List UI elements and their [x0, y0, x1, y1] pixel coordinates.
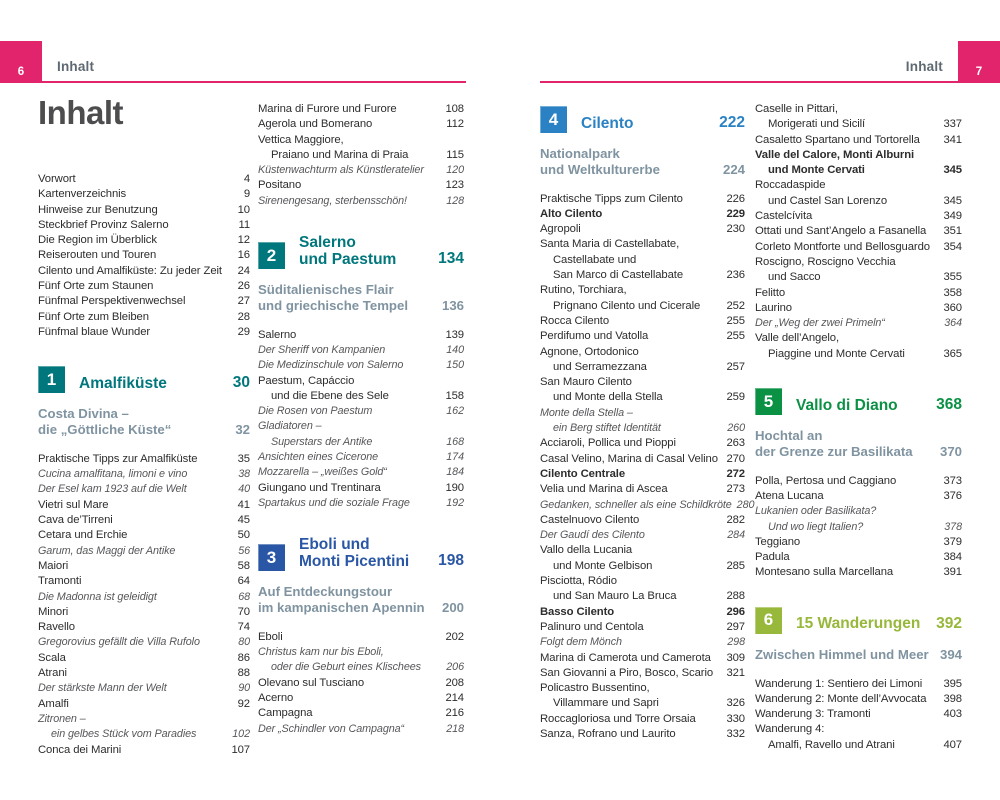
toc-entry: Wanderung 4: Amalfi, Ravello und Atrani 407	[755, 723, 962, 751]
toc-entry: Olevano sul Tusciano 208	[258, 676, 464, 689]
toc-entry: Die Rosen von Paestum 162	[258, 405, 464, 418]
toc-entry: Wanderung 2: Monte dell’Avvocata 398	[755, 692, 962, 705]
toc-entry: Perdifumo und Vatolla 255	[540, 330, 745, 343]
toc-entry: Caselle in Pittari, Morigerati und Sicilí 337	[755, 103, 962, 131]
chapter-4-number-box: 4	[540, 106, 567, 133]
chapter-6-heading	[755, 607, 962, 634]
toc-column-right-2	[755, 102, 962, 753]
chapter-title: Amalfiküste	[79, 374, 167, 392]
toc-entry: Palinuro und Centola 297	[540, 620, 745, 633]
toc-entry: Marina di Camerota und Camerota 309	[540, 651, 745, 664]
toc-entry: Atena Lucana 376	[755, 489, 962, 502]
toc-entry: Roscigno, Roscigno Vecchia und Sacco 355	[755, 255, 962, 284]
toc-entry: Tramonti 64	[38, 575, 250, 588]
toc-entry: Mozzarella – „weißes Gold“ 184	[258, 466, 464, 479]
toc-entry: Der „Weg der zwei Primeln“ 364	[755, 317, 962, 330]
toc-entry: Vorwort 4	[38, 173, 250, 185]
toc-entry: Teggiano 379	[755, 535, 962, 548]
toc-entry: Maiori 58	[38, 559, 250, 572]
chapter-title: Vallo di Diano	[796, 396, 898, 414]
chapter-page-number: 368	[936, 396, 962, 414]
page-right	[500, 0, 1000, 800]
toc-entry: San Mauro Cilento und Monte della Stella 259	[540, 376, 745, 404]
toc-entry: Gladiatoren – Superstars der Antike 168	[258, 420, 464, 448]
toc-entry: Felitto 358	[755, 286, 962, 299]
section-subtitle: Hochtal an der Grenze zur Basilikata 370	[755, 428, 962, 459]
toc-entry: Vallo della Lucania und Monte Gelbison 285	[540, 544, 745, 572]
toc-column-left-1	[38, 172, 250, 758]
toc-entry: Minori 70	[38, 605, 250, 618]
toc-entry: Die Madonna ist geleidigt 68	[38, 590, 250, 603]
section-subtitle: Süditalienisches Flair und griechische Tempel 136	[258, 282, 464, 313]
toc-entry: Ottati und Sant’Angelo a Fasanella 351	[755, 225, 962, 238]
chapter-3-number-box: 3	[258, 544, 285, 571]
chapter-5-heading	[755, 388, 962, 415]
chapter-title: Cilento	[581, 114, 634, 132]
toc-entry: San Giovanni a Piro, Bosco, Scario 321	[540, 666, 745, 679]
toc-entry: Praktische Tipps zur Amalfiküste 35	[38, 452, 250, 465]
toc-entry-list	[755, 677, 962, 753]
toc-entry: Valle dell’Angelo, Piaggine und Monte Cervati 365	[755, 332, 962, 360]
toc-entry: Acciaroli, Pollica und Pioppi 263	[540, 437, 745, 450]
toc-entry: Pisciotta, Ródio und San Mauro La Bruca 288	[540, 575, 745, 603]
chapter-page-number: 134	[438, 250, 464, 268]
toc-entry: Agropoli 230	[540, 223, 745, 236]
toc-entry: Atrani 88	[38, 667, 250, 680]
toc-entry: Polla, Pertosa und Caggiano 373	[755, 474, 962, 487]
section-subtitle: Zwischen Himmel und Meer 394	[755, 646, 962, 662]
toc-entry: Salerno 139	[258, 328, 464, 341]
chapter-1-number-box: 1	[38, 366, 65, 393]
toc-entry: Kartenverzeichnis 9	[38, 188, 250, 201]
toc-entry: Gregorovius gefällt die Villa Rufolo 80	[38, 636, 250, 649]
chapter-5-number-box: 5	[755, 388, 782, 415]
toc-entry: Casaletto Spartano und Tortorella 341	[755, 133, 962, 146]
toc-entry: Fünf Orte zum Bleiben 28	[38, 310, 250, 323]
toc-entry: Eboli 202	[258, 630, 464, 643]
toc-entry: Die Medizinschule von Salerno 150	[258, 359, 464, 372]
chapter-4-heading	[540, 106, 745, 133]
chapter-page-number: 198	[438, 552, 464, 570]
toc-entry: Fünfmal Perspektivenwechsel 27	[38, 295, 250, 308]
toc-entry: Wanderung 1: Sentiero dei Limoni 395	[755, 677, 962, 690]
toc-entry: Cava de’Tirreni 45	[38, 514, 250, 527]
toc-entry: Sanza, Rofrano und Laurito 332	[540, 727, 745, 740]
toc-entry: Laurino 360	[755, 301, 962, 314]
toc-entry: Casal Velino, Marina di Casal Velino 270	[540, 452, 745, 465]
toc-entry-list	[258, 630, 464, 737]
toc-entry: Hinweise zur Benutzung 10	[38, 203, 250, 216]
toc-entry: Der Sheriff von Kampanien 140	[258, 343, 464, 356]
chapter-page-number: 222	[719, 114, 745, 131]
toc-entry: Amalfi 92	[38, 697, 250, 710]
page-tab-right: 7	[958, 41, 1000, 83]
toc-entry: Der stärkste Mann der Welt 90	[38, 682, 250, 695]
chapter-3-heading	[258, 537, 464, 571]
toc-entry: Rutino, Torchiara, Prignano Cilento und Cicerale 252	[540, 284, 745, 312]
running-header-right: Inhalt	[905, 59, 943, 74]
chapter-2-heading	[258, 235, 464, 269]
toc-entry: Vettica Maggiore, Praiano und Marina di Praia 115	[258, 133, 464, 161]
toc-entry: Vietri sul Mare 41	[38, 498, 250, 511]
toc-entry: Fünf Orte zum Staunen 26	[38, 280, 250, 293]
toc-entry: Küstenwachturm als Künstleratelier 120	[258, 164, 464, 177]
toc-entry: Rocca Cilento 255	[540, 314, 745, 327]
toc-entry: Ansichten eines Cicerone 174	[258, 451, 464, 464]
toc-entry: Castelcívita 349	[755, 210, 962, 223]
toc-entry: Positano 123	[258, 179, 464, 192]
toc-entry: Velia und Marina di Ascea 273	[540, 483, 745, 496]
toc-entry: Sirenengesang, sterbensschön! 128	[258, 194, 464, 207]
toc-entry: Christus kam nur bis Eboli, oder die Geburt eines Klischees 206	[258, 646, 464, 674]
toc-entry: Conca dei Marini 107	[38, 743, 250, 756]
section-subtitle: Auf Entdeckungstour im kampanischen Apennin 200	[258, 584, 464, 616]
chapter-1-heading	[38, 366, 250, 393]
running-header-left: Inhalt	[57, 59, 95, 74]
toc-entry: Giungano und Trentinara 190	[258, 481, 464, 494]
toc-entry: Praktische Tipps zum Cilento 226	[540, 192, 745, 205]
toc-entry-list	[38, 172, 250, 340]
toc-entry: Lukanien oder Basilikata? Und wo liegt Italien? 378	[755, 505, 962, 533]
chapter-page-number: 30	[232, 374, 250, 392]
toc-entry: Gedanken, schneller als eine Schildkröte 280	[540, 498, 755, 511]
toc-entry: Wanderung 3: Tramonti 403	[755, 708, 962, 721]
chapter-title: 15 Wanderungen	[796, 615, 921, 633]
page-tab-left: 6	[0, 41, 42, 83]
toc-entry: Der „Schindler von Campagna“ 218	[258, 722, 464, 735]
chapter-2-number-box: 2	[258, 242, 285, 269]
toc-entry: Acerno 214	[258, 692, 464, 705]
chapter-page-number: 392	[936, 614, 962, 632]
chapter-title: Eboli und Monti Picentini	[299, 536, 410, 570]
section-subtitle: Costa Divina – die „Göttliche Küste“ 32	[38, 406, 250, 438]
toc-entry: Campagna 216	[258, 707, 464, 720]
toc-entry-list	[258, 328, 464, 512]
toc-entry-list	[38, 452, 250, 758]
toc-entry: Monte della Stella – ein Berg stiftet Identität 260	[540, 406, 745, 435]
toc-entry-list	[258, 102, 464, 209]
toc-entry: Steckbrief Provinz Salerno 11	[38, 218, 250, 231]
toc-entry: Padula 384	[755, 551, 962, 564]
toc-entry: Fünfmal blaue Wunder 29	[38, 325, 250, 338]
toc-entry: Ravello 74	[38, 621, 250, 634]
toc-entry: Folgt dem Mönch 298	[540, 636, 745, 649]
header-rule-left	[0, 81, 466, 84]
toc-entry: Alto Cilento 229	[540, 207, 745, 220]
chapter-title: Salerno und Paestum	[299, 234, 397, 268]
toc-entry: Der Gaudí des Cilento 284	[540, 529, 745, 542]
chapter-6-number-box: 6	[755, 607, 782, 634]
toc-entry: Basso Cilento 296	[540, 605, 745, 618]
toc-entry: Marina di Furore und Furore 108	[258, 103, 464, 115]
toc-entry: Santa Maria di Castellabate, Castellabate und San Marco di Castellabate 236	[540, 238, 745, 282]
header-rule-right	[540, 81, 1000, 84]
toc-entry: Policastro Bussentino, Villammare und Sapri 326	[540, 682, 745, 710]
toc-entry: Reiserouten und Touren 16	[38, 249, 250, 262]
toc-entry: Paestum, Capáccio und die Ebene des Sele 158	[258, 374, 464, 402]
toc-entry: Garum, das Maggi der Antike 56	[38, 544, 250, 557]
toc-entry-list	[755, 474, 962, 581]
toc-entry: Roccagloriosa und Torre Orsaia 330	[540, 712, 745, 725]
toc-entry: Der Esel kam 1923 auf die Welt 40	[38, 483, 250, 496]
toc-entry: Die Region im Überblick 12	[38, 234, 250, 247]
section-subtitle: Nationalpark und Weltkulturerbe 224	[540, 146, 745, 177]
toc-entry: Valle del Calore, Monti Alburni und Monte Cervati 345	[755, 148, 962, 177]
toc-entry: Zitronen – ein gelbes Stück vom Paradies 102	[38, 712, 250, 741]
toc-entry: Agnone, Ortodonico und Serramezzana 257	[540, 345, 745, 373]
toc-entry: Cilento Centrale 272	[540, 467, 745, 480]
toc-column-left-2	[258, 102, 464, 737]
toc-entry: Castelnuovo Cilento 282	[540, 513, 745, 526]
page-title: Inhalt	[38, 94, 123, 131]
toc-entry: Roccadaspide und Castel San Lorenzo 345	[755, 179, 962, 207]
toc-entry: Spartakus und die soziale Frage 192	[258, 496, 464, 509]
toc-entry-list	[755, 102, 962, 362]
toc-entry: Montesano sulla Marcellana 391	[755, 566, 962, 579]
toc-entry: Cetara und Erchie 50	[38, 529, 250, 542]
toc-entry: Cilento und Amalfiküste: Zu jeder Zeit 24	[38, 264, 250, 277]
toc-entry: Scala 86	[38, 651, 250, 664]
toc-entry-list	[540, 192, 755, 743]
toc-entry: Agerola und Bomerano 112	[258, 118, 464, 131]
toc-column-right-1	[540, 102, 755, 742]
toc-entry: Cucina amalfitana, limoni e vino 38	[38, 468, 250, 481]
toc-entry: Corleto Montforte und Bellosguardo 354	[755, 240, 962, 253]
